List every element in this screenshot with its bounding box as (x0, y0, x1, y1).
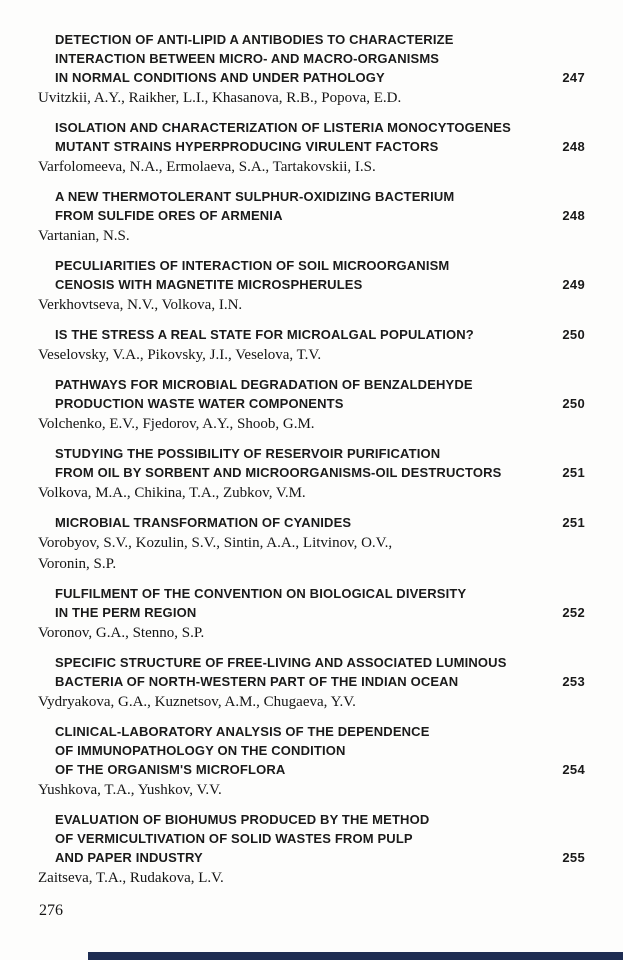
entry-title-line: IS THE STRESS A REAL STATE FOR MICROALGAL POPULATION? (55, 327, 474, 342)
entry-page-number: 254 (562, 762, 585, 777)
bottom-scan-bar (88, 952, 623, 960)
entry-page-number: 248 (562, 139, 585, 154)
entry-page-number: 249 (562, 277, 585, 292)
entry-page-number: 253 (562, 674, 585, 689)
toc-entry (38, 30, 585, 108)
toc-entry (38, 584, 585, 643)
entry-title-row (38, 760, 585, 779)
entry-title-line: FROM SULFIDE ORES OF ARMENIA (55, 208, 283, 223)
entry-page-number: 251 (562, 465, 585, 480)
page-number-footer: 276 (39, 902, 63, 919)
entry-title-row (38, 68, 585, 87)
entry-title-line: OF IMMUNOPATHOLOGY ON THE CONDITION (55, 743, 346, 758)
entry-authors: Vydryakova, G.A., Kuznetsov, A.M., Chugaeva, Y.V. (38, 694, 356, 710)
entry-title-row (38, 672, 585, 691)
entry-authors: Vartanian, N.S. (38, 228, 130, 244)
entry-title-line: PRODUCTION WASTE WATER COMPONENTS (55, 396, 344, 411)
entry-authors: Volchenko, E.V., Fjedorov, A.Y., Shoob, G.M. (38, 416, 315, 432)
entry-title-line: OF VERMICULTIVATION OF SOLID WASTES FROM PULP (55, 831, 413, 846)
entry-title-row (38, 848, 585, 867)
entry-title-line: DETECTION OF ANTI-LIPID A ANTIBODIES TO CHARACTERIZE (55, 32, 454, 47)
entry-authors: Uvitzkii, A.Y., Raikher, L.I., Khasanova, R.B., Popova, E.D. (38, 90, 402, 106)
entry-title-line: ISOLATION AND CHARACTERIZATION OF LISTERIA MONOCYTOGENES (55, 120, 511, 135)
entry-title-row (38, 137, 585, 156)
entry-title-row (38, 206, 585, 225)
entry-page-number: 255 (562, 850, 585, 865)
entry-authors: Voronov, G.A., Stenno, S.P. (38, 625, 205, 641)
entry-title-line: PATHWAYS FOR MICROBIAL DEGRADATION OF BENZALDEHYDE (55, 377, 473, 392)
entry-authors: Verkhovtseva, N.V., Volkova, I.N. (38, 297, 243, 313)
toc-entry (38, 513, 585, 574)
toc-entry (38, 256, 585, 315)
entry-title-line: IN NORMAL CONDITIONS AND UNDER PATHOLOGY (55, 70, 385, 85)
entry-title-line: IN THE PERM REGION (55, 605, 197, 620)
toc-entry (38, 810, 585, 888)
toc-entry (38, 444, 585, 503)
entry-page-number: 250 (562, 396, 585, 411)
entry-authors: Veselovsky, V.A., Pikovsky, J.I., Veselova, T.V. (38, 347, 322, 363)
entry-authors: Yushkova, T.A., Yushkov, V.V. (38, 782, 222, 798)
entry-title-line: AND PAPER INDUSTRY (55, 850, 203, 865)
toc-entry (38, 187, 585, 246)
entry-title-row (38, 394, 585, 413)
entry-page-number: 248 (562, 208, 585, 223)
entry-authors: Volkova, M.A., Chikina, T.A., Zubkov, V.M. (38, 485, 306, 501)
entry-page-number: 250 (562, 327, 585, 342)
entry-title-line: SPECIFIC STRUCTURE OF FREE-LIVING AND ASSOCIATED LUMINOUS (55, 655, 507, 670)
toc-entry (38, 653, 585, 712)
entry-title-line: STUDYING THE POSSIBILITY OF RESERVOIR PURIFICATION (55, 446, 441, 461)
entry-title-line: FROM OIL BY SORBENT AND MICROORGANISMS-OIL DESTRUCTORS (55, 465, 502, 480)
entry-authors: Varfolomeeva, N.A., Ermolaeva, S.A., Tartakovskii, I.S. (38, 159, 376, 175)
entry-title-row (38, 603, 585, 622)
entry-title-line: MUTANT STRAINS HYPERPRODUCING VIRULENT FACTORS (55, 139, 439, 154)
entry-title-row (38, 513, 585, 532)
toc-entry (38, 325, 585, 365)
entry-page-number: 247 (562, 70, 585, 85)
toc-entry (38, 375, 585, 434)
entry-title-line: OF THE ORGANISM'S MICROFLORA (55, 762, 286, 777)
entry-title-line: PECULIARITIES OF INTERACTION OF SOIL MICROORGANISM (55, 258, 450, 273)
entry-title-line: MICROBIAL TRANSFORMATION OF CYANIDES (55, 515, 352, 530)
entry-title-line: BACTERIA OF NORTH-WESTERN PART OF THE INDIAN OCEAN (55, 674, 459, 689)
entry-title-line: INTERACTION BETWEEN MICRO- AND MACRO-ORGANISMS (55, 51, 440, 66)
entry-page-number: 251 (562, 515, 585, 530)
entry-title-line: FULFILMENT OF THE CONVENTION ON BIOLOGICAL DIVERSITY (55, 586, 467, 601)
entry-title-line: CENOSIS WITH MAGNETITE MICROSPHERULES (55, 277, 363, 292)
entry-authors: Vorobyov, S.V., Kozulin, S.V., Sintin, A.A., Litvinov, O.V., (38, 535, 393, 551)
entry-title-line: EVALUATION OF BIOHUMUS PRODUCED BY THE METHOD (55, 812, 430, 827)
toc-entry (38, 722, 585, 800)
entry-title-line: A NEW THERMOTOLERANT SULPHUR-OXIDIZING BACTERIUM (55, 189, 455, 204)
entry-title-row (38, 463, 585, 482)
entry-page-number: 252 (562, 605, 585, 620)
entry-title-row (38, 325, 585, 344)
entry-authors: Voronin, S.P. (38, 556, 117, 572)
entry-authors: Zaitseva, T.A., Rudakova, L.V. (38, 870, 224, 886)
entry-title-line: CLINICAL-LABORATORY ANALYSIS OF THE DEPENDENCE (55, 724, 430, 739)
entry-title-row (38, 275, 585, 294)
toc-entry (38, 118, 585, 177)
